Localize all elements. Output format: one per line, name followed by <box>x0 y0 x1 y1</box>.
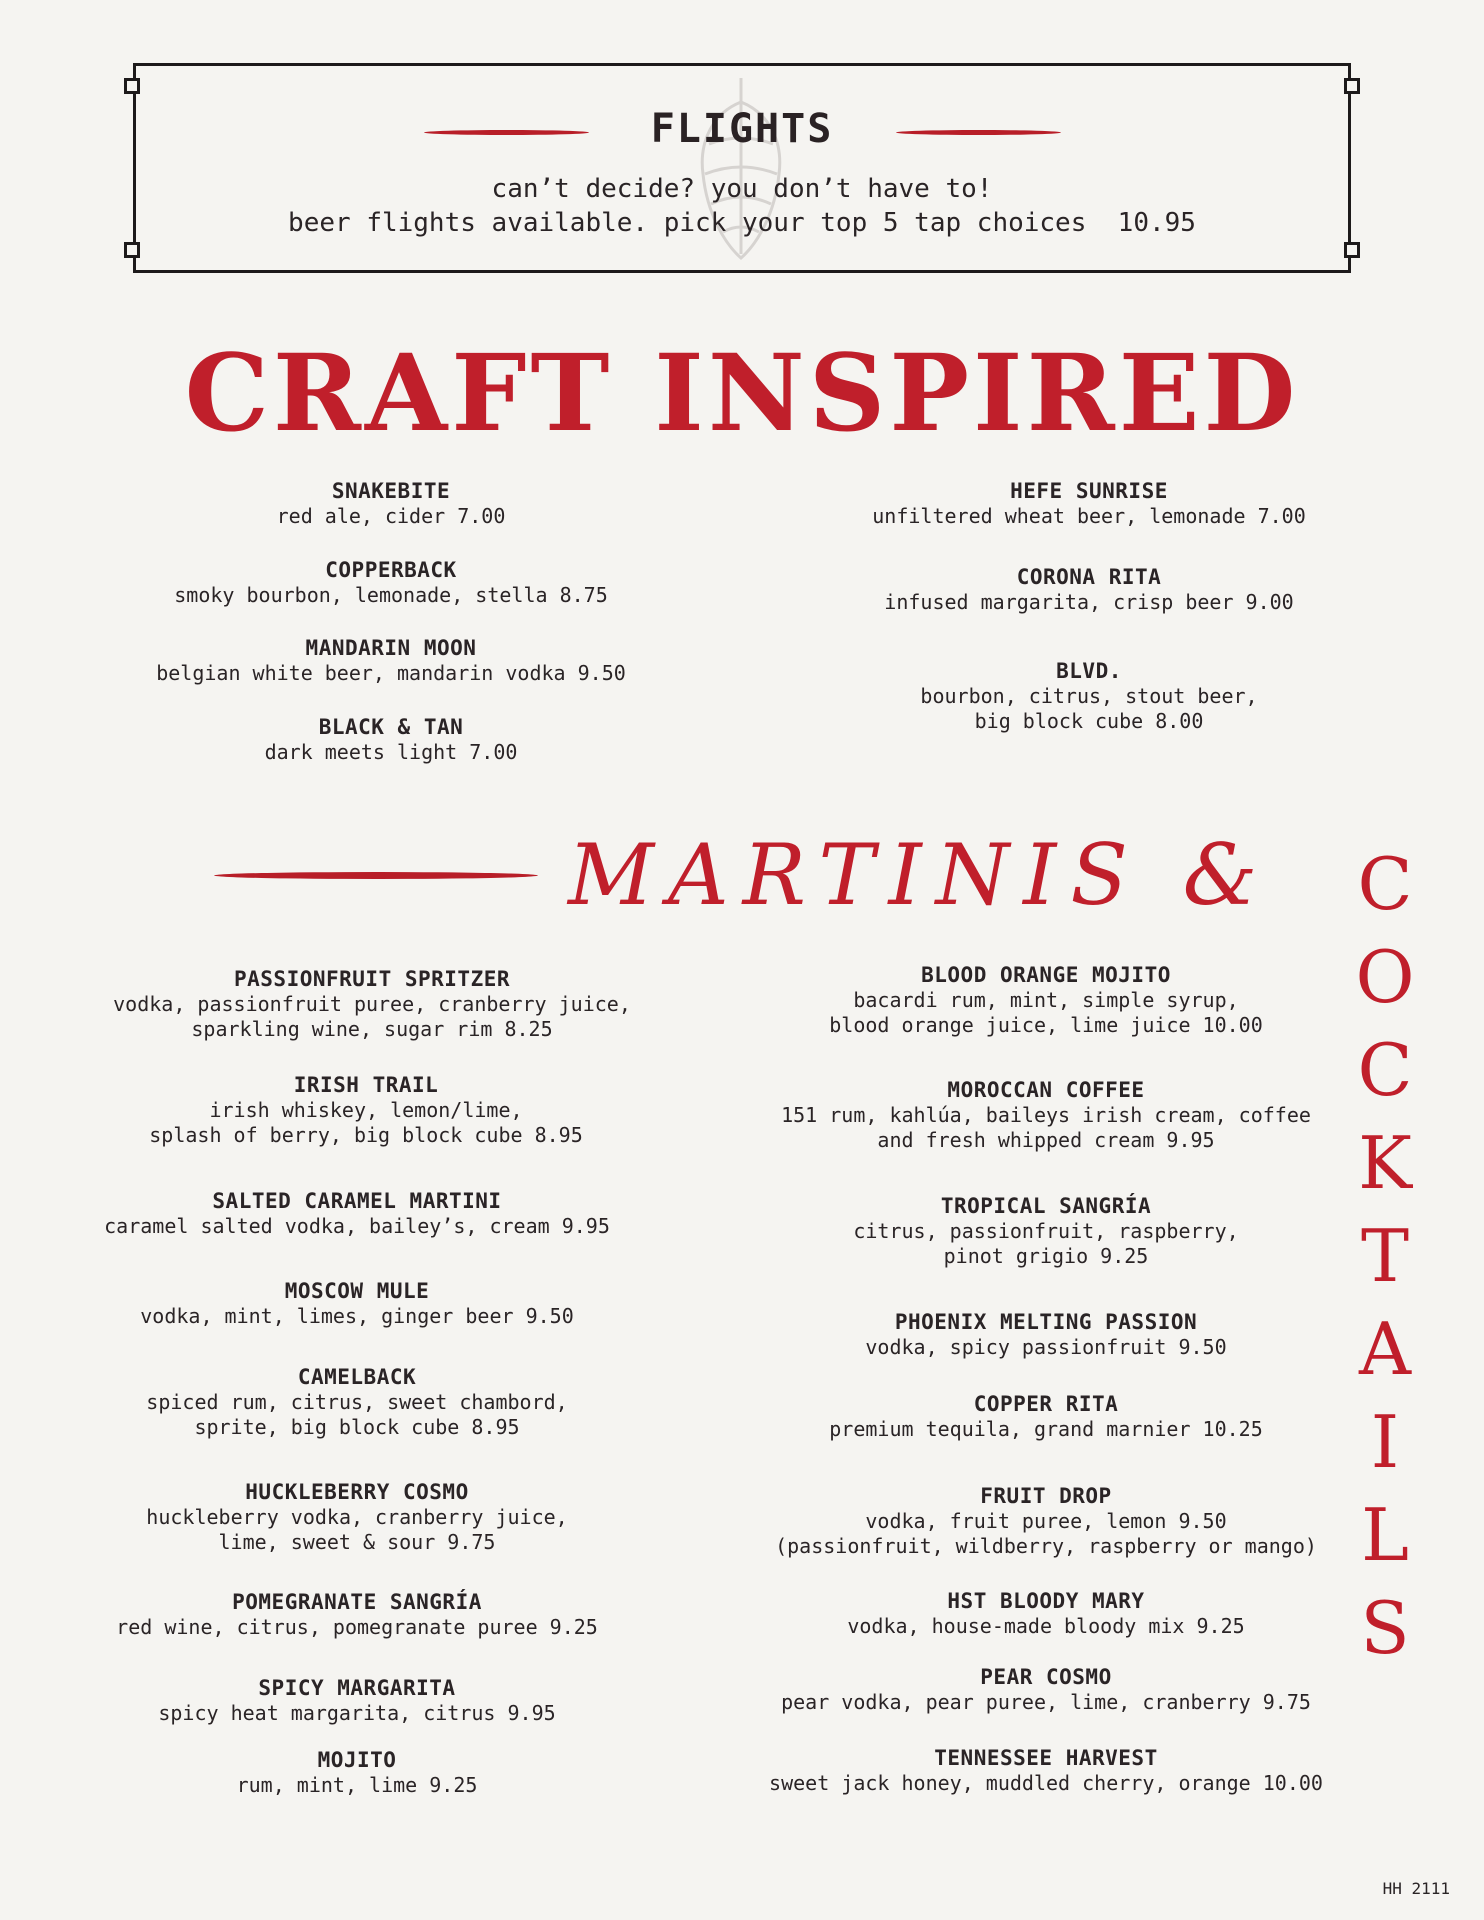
flights-title: FLIGHTS <box>650 106 834 152</box>
flights-box <box>133 63 1351 273</box>
menu-item <box>174 557 607 608</box>
item-name: PEAR COSMO <box>980 1665 1112 1689</box>
item-name: SALTED CARAMEL MARTINI <box>212 1189 502 1213</box>
item-name: BLOOD ORANGE MOJITO <box>921 963 1171 987</box>
corner-ornament <box>124 242 140 258</box>
item-name: HST BLOODY MARY <box>947 1589 1145 1613</box>
corner-ornament <box>124 78 140 94</box>
item-description: (passionfruit, wildberry, raspberry or mango) <box>775 1534 1317 1558</box>
item-name: FRUIT DROP <box>980 1484 1112 1508</box>
cocktails-letter: K <box>1358 1121 1412 1205</box>
menu-item <box>277 478 506 529</box>
item-description: vodka, passionfruit puree, cranberry juice, <box>113 992 631 1016</box>
item-description: blood orange juice, lime juice 10.00 <box>829 1013 1263 1037</box>
item-description: 151 rum, kahlúa, baileys irish cream, coffee <box>781 1103 1311 1127</box>
craft-inspired-title: CRAFT INSPIRED <box>184 330 1300 455</box>
flights-tagline: can’t decide? you don’t have to! <box>491 174 993 204</box>
menu-item <box>116 1589 598 1640</box>
menu-item <box>853 1193 1238 1269</box>
cocktails-letter: C <box>1357 1028 1413 1112</box>
item-name: TENNESSEE HARVEST <box>934 1746 1158 1770</box>
menu-item <box>113 966 631 1042</box>
item-name: SNAKEBITE <box>331 479 451 503</box>
item-description: belgian white beer, mandarin vodka 9.50 <box>156 661 626 685</box>
item-name: MOROCCAN COFFEE <box>947 1078 1145 1102</box>
cocktails-letters <box>1340 838 1430 1675</box>
menu-item <box>781 1664 1311 1715</box>
menu-item <box>769 1745 1323 1796</box>
item-description: pinot grigio 9.25 <box>943 1244 1149 1268</box>
item-description: citrus, passionfruit, raspberry, <box>853 1219 1239 1243</box>
menu-item <box>775 1483 1317 1559</box>
menu-item <box>829 962 1262 1038</box>
item-description: sprite, big block cube 8.95 <box>194 1415 520 1439</box>
item-description: vodka, fruit puree, lemon 9.50 <box>865 1509 1227 1533</box>
item-description: caramel salted vodka, bailey’s, cream 9.95 <box>104 1214 610 1238</box>
item-name: MOJITO <box>317 1748 397 1772</box>
item-description: vodka, house-made bloody mix 9.25 <box>847 1614 1245 1638</box>
item-name: PASSIONFRUIT SPRITZER <box>233 967 511 991</box>
item-name: BLACK & TAN <box>318 715 464 739</box>
item-name: TROPICAL SANGRÍA <box>940 1194 1152 1218</box>
cocktails-letter: L <box>1361 1493 1409 1577</box>
item-description: vodka, spicy passionfruit 9.50 <box>865 1335 1227 1359</box>
item-description: spicy heat margarita, citrus 9.95 <box>158 1701 556 1725</box>
item-description: and fresh whipped cream 9.95 <box>877 1128 1215 1152</box>
cocktails-vertical-title <box>1340 838 1430 1675</box>
item-description: splash of berry, big block cube 8.95 <box>149 1123 583 1147</box>
menu-item <box>104 1188 610 1239</box>
item-name: COPPER RITA <box>973 1392 1119 1416</box>
item-description: sweet jack honey, muddled cherry, orange 10.00 <box>769 1771 1323 1795</box>
martinis-title: MARTINIS & <box>568 826 1272 924</box>
menu-item <box>847 1588 1244 1639</box>
menu-item <box>146 1364 567 1440</box>
menu-item <box>140 1278 573 1329</box>
cocktails-letter: S <box>1360 1586 1410 1670</box>
item-name: IRISH TRAIL <box>293 1073 439 1097</box>
corner-ornament <box>1344 242 1360 258</box>
item-name: CAMELBACK <box>297 1365 417 1389</box>
menu-item <box>158 1675 555 1726</box>
cocktails-letter: O <box>1355 935 1415 1019</box>
item-description: pear vodka, pear puree, lime, cranberry 9.75 <box>781 1690 1311 1714</box>
item-description: big block cube 8.00 <box>974 709 1204 733</box>
menu-item <box>156 635 626 686</box>
cocktails-letter: T <box>1360 1214 1410 1298</box>
flights-description: beer flights available. pick your top 5 tap choices 10.95 <box>288 208 1196 238</box>
item-name: MOSCOW MULE <box>284 1279 430 1303</box>
cocktails-letter: I <box>1370 1400 1400 1484</box>
menu-item <box>920 658 1257 734</box>
item-name: SPICY MARGARITA <box>258 1676 456 1700</box>
item-description: rum, mint, lime 9.25 <box>236 1773 478 1797</box>
item-description: bourbon, citrus, stout beer, <box>920 684 1258 708</box>
item-description: unfiltered wheat beer, lemonade 7.00 <box>872 504 1306 528</box>
decorative-rule <box>896 130 1061 135</box>
item-description: smoky bourbon, lemonade, stella 8.75 <box>174 583 608 607</box>
item-description: premium tequila, grand marnier 10.25 <box>829 1417 1263 1441</box>
item-description: dark meets light 7.00 <box>264 740 518 764</box>
menu-item <box>146 1479 567 1555</box>
item-name: POMEGRANATE SANGRÍA <box>232 1590 482 1614</box>
menu-item <box>865 1309 1226 1360</box>
item-description: vodka, mint, limes, ginger beer 9.50 <box>140 1304 574 1328</box>
menu-item <box>872 478 1305 529</box>
menu-item <box>781 1077 1311 1153</box>
decorative-rule <box>214 872 538 879</box>
item-description: red wine, citrus, pomegranate puree 9.25 <box>116 1615 598 1639</box>
footer-code: HH 2111 <box>1382 1879 1450 1898</box>
cocktails-letter: A <box>1359 1307 1411 1391</box>
item-name: HUCKLEBERRY COSMO <box>245 1480 469 1504</box>
menu-item <box>265 714 518 765</box>
item-description: bacardi rum, mint, simple syrup, <box>853 988 1239 1012</box>
menu-item <box>237 1747 478 1798</box>
item-description: lime, sweet & sour 9.75 <box>218 1530 496 1554</box>
item-name: PHOENIX MELTING PASSION <box>894 1310 1198 1334</box>
menu-item <box>149 1072 582 1148</box>
item-description: red ale, cider 7.00 <box>276 504 506 528</box>
item-description: spiced rum, citrus, sweet chambord, <box>146 1390 568 1414</box>
item-name: COPPERBACK <box>325 558 457 582</box>
menu-item <box>884 564 1293 615</box>
item-name: HEFE SUNRISE <box>1010 479 1168 503</box>
item-description: infused margarita, crisp beer 9.00 <box>884 590 1294 614</box>
item-description: irish whiskey, lemon/lime, <box>209 1098 523 1122</box>
item-name: CORONA RITA <box>1016 565 1162 589</box>
item-description: sparkling wine, sugar rim 8.25 <box>191 1017 553 1041</box>
item-name: BLVD. <box>1056 659 1122 683</box>
item-name: MANDARIN MOON <box>305 636 477 660</box>
cocktails-letter: C <box>1357 842 1413 926</box>
item-description: huckleberry vodka, cranberry juice, <box>146 1505 568 1529</box>
corner-ornament <box>1344 78 1360 94</box>
menu-item <box>829 1391 1262 1442</box>
